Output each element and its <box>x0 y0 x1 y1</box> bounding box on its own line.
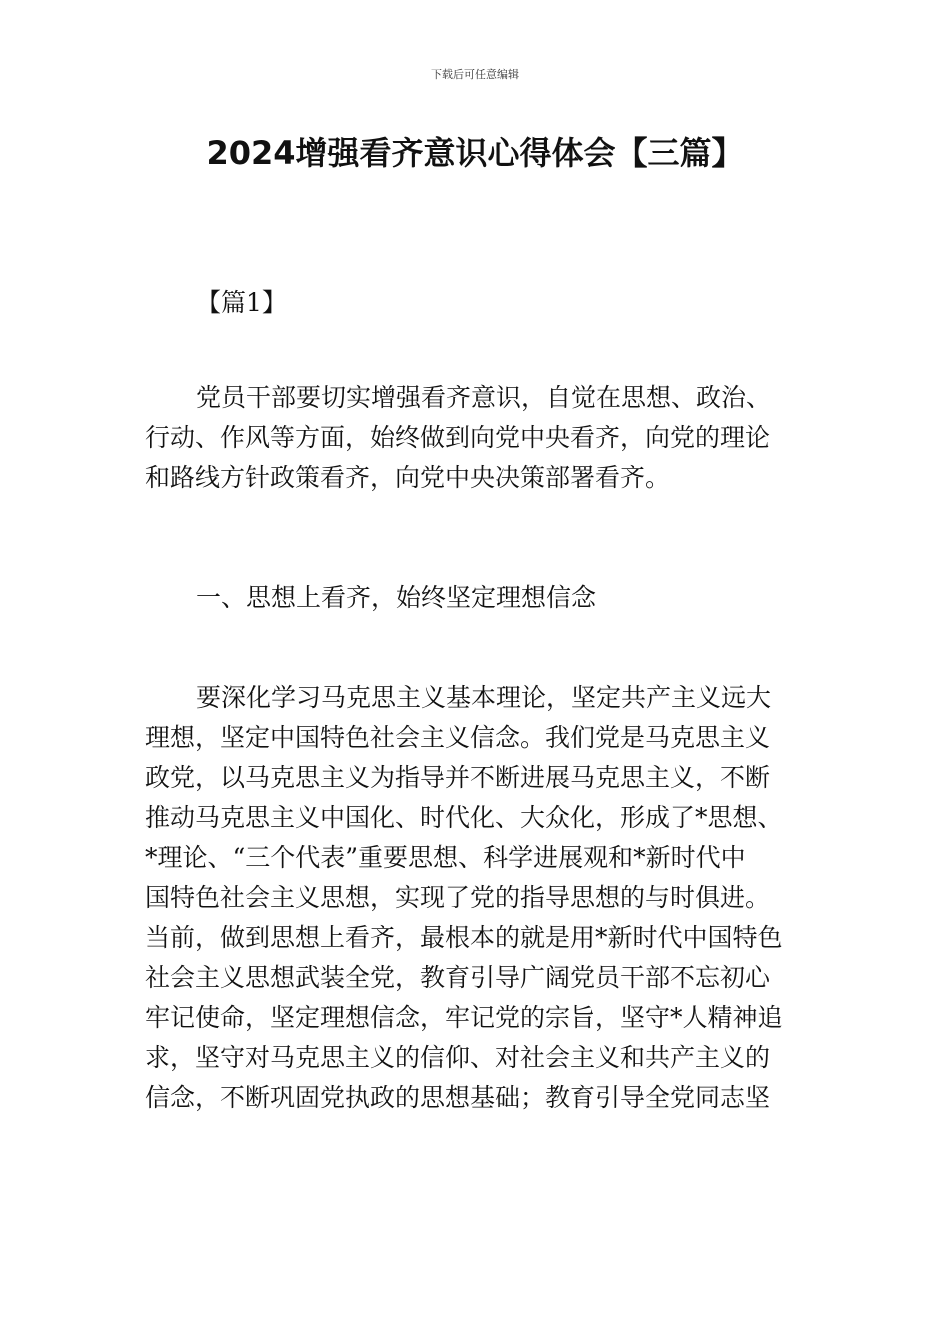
paragraph-line: 和路线方针政策看齐，向党中央决策部署看齐。 <box>145 463 671 492</box>
paragraph-line: *理论、“三个代表”重要思想、科学进展观和*新时代中 <box>145 843 746 872</box>
paragraph-line: 政党，以马克思主义为指导并不断进展马克思主义，不断 <box>145 763 771 792</box>
paragraph-line: 当前，做到思想上看齐，最根本的就是用*新时代中国特色 <box>145 923 783 952</box>
section-heading: 一、思想上看齐，始终坚定理想信念 <box>196 583 597 612</box>
paragraph-line: 国特色社会主义思想，实现了党的指导思想的与时俱进。 <box>145 883 771 912</box>
paragraph-line: 社会主义思想武装全党，教育引导广阔党员干部不忘初心 <box>145 963 771 992</box>
section-label: 【篇1】 <box>196 288 287 317</box>
paragraph-1 <box>145 378 807 498</box>
paragraph-line: 求，坚守对马克思主义的信仰、对社会主义和共产主义的 <box>145 1043 771 1072</box>
header-note: 下载后可任意编辑 <box>431 68 519 81</box>
section-label-block <box>145 283 807 323</box>
paragraph-line: 党员干部要切实增强看齐意识，自觉在思想、政治、 <box>196 383 772 412</box>
paragraph-line: 牢记使命，坚定理想信念，牢记党的宗旨，坚守*人精神追 <box>145 1003 783 1032</box>
document-title: 2024增强看齐意识心得体会【三篇】 <box>206 134 744 172</box>
paragraph-line: 信念，不断巩固党执政的思想基础；教育引导全党同志坚 <box>145 1083 771 1112</box>
paragraph-line: 行动、作风等方面，始终做到向党中央看齐，向党的理论 <box>145 423 771 452</box>
paragraph-line: 推动马克思主义中国化、时代化、大众化，形成了*思想、 <box>145 803 783 832</box>
paragraph-line: 要深化学习马克思主义基本理论，坚定共产主义远大 <box>196 683 772 712</box>
paragraph-line: 理想，坚定中国特色社会主义信念。我们党是马克思主义 <box>145 723 771 752</box>
heading-1-block <box>145 578 807 618</box>
paragraph-2 <box>145 678 807 1118</box>
